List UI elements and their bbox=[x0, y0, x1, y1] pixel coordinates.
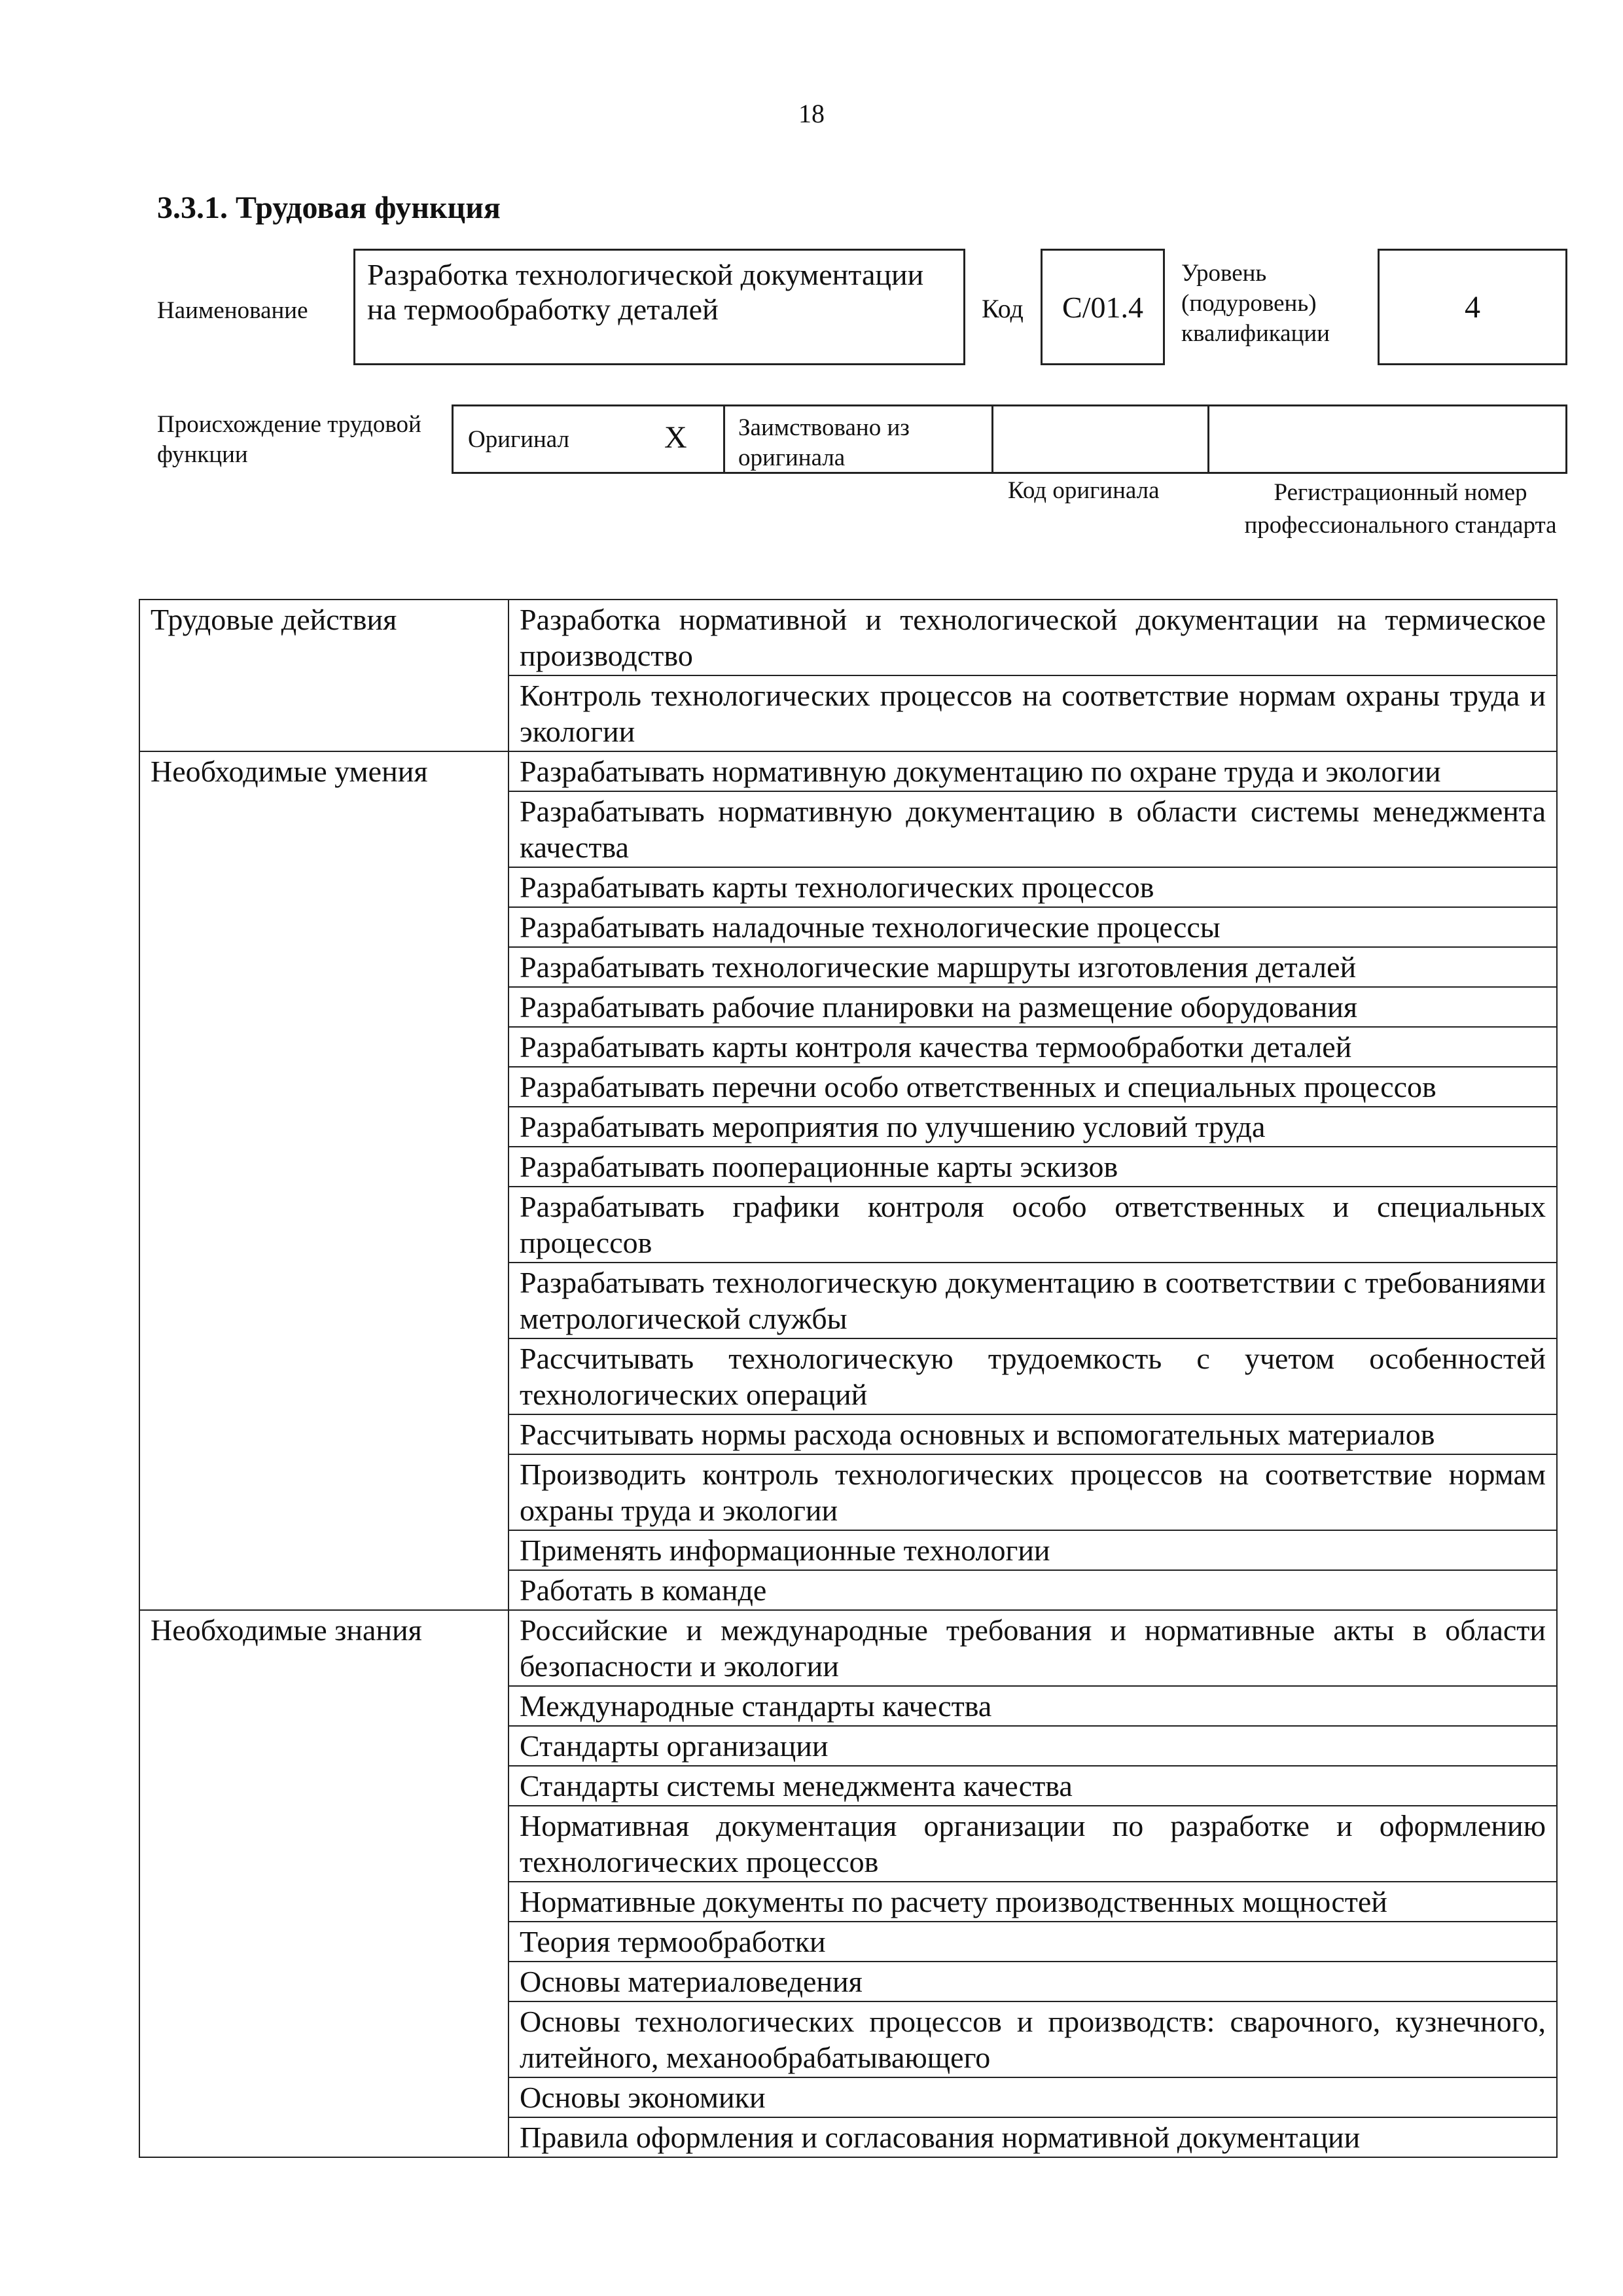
required-skills-item: Разрабатывать нормативную документацию в области системы менеджмента качества bbox=[508, 791, 1557, 867]
required-skills-item: Применять информационные технологии bbox=[508, 1530, 1557, 1570]
labor-actions-item: Разработка нормативной и технологической документации на термическое производство bbox=[508, 600, 1557, 675]
page-number: 18 bbox=[798, 99, 825, 128]
name-label: Наименование bbox=[157, 297, 308, 324]
table-row bbox=[139, 751, 1557, 791]
required-skills-item: Разрабатывать графики контроля особо ответственных и специальных процессов bbox=[508, 1187, 1557, 1263]
original-cell bbox=[454, 406, 725, 472]
labor-actions-label: Трудовые действия bbox=[139, 600, 508, 751]
code-label: Код bbox=[982, 294, 1024, 323]
required-knowledge-item: Основы технологических процессов и производств: сварочного, кузнечного, литейного, механообрабатывающего bbox=[508, 2001, 1557, 2077]
required-skills-item: Разрабатывать пооперационные карты эскизов bbox=[508, 1147, 1557, 1187]
required-skills-item: Разрабатывать мероприятия по улучшению условий труда bbox=[508, 1107, 1557, 1147]
section-title: 3.3.1. Трудовая функция bbox=[157, 190, 501, 225]
labor-actions-item: Контроль технологических процессов на соответствие нормам охраны труда и экологии bbox=[508, 675, 1557, 751]
required-knowledge-item: Российские и международные требования и нормативные акты в области безопасности и экологии bbox=[508, 1610, 1557, 1686]
function-name-box bbox=[353, 249, 965, 365]
original-label: Оригинал bbox=[468, 425, 570, 453]
origin-row bbox=[452, 404, 1567, 474]
table-row bbox=[139, 600, 1557, 675]
required-knowledge-item: Правила оформления и согласования нормативной документации bbox=[508, 2117, 1557, 2157]
required-knowledge-item: Основы экономики bbox=[508, 2077, 1557, 2117]
reg-number-cell bbox=[1209, 406, 1565, 472]
required-skills-item: Рассчитывать нормы расхода основных и вспомогательных материалов bbox=[508, 1414, 1557, 1454]
level-value: 4 bbox=[1465, 289, 1480, 325]
required-skills-item: Разрабатывать технологическую документацию в соответствии с требованиями метрологической службы bbox=[508, 1263, 1557, 1338]
required-skills-item: Разрабатывать технологические маршруты изготовления деталей bbox=[508, 947, 1557, 987]
table-row bbox=[139, 1610, 1557, 1686]
required-knowledge-item: Нормативная документация организации по разработке и оформлению технологических процессов bbox=[508, 1806, 1557, 1882]
required-skills-item: Разрабатывать нормативную документацию по охране труда и экологии bbox=[508, 751, 1557, 791]
required-skills-item: Рассчитывать технологическую трудоемкость с учетом особенностей технологических операций bbox=[508, 1338, 1557, 1414]
code-box bbox=[1041, 249, 1165, 365]
required-knowledge-item: Основы материаловедения bbox=[508, 1962, 1557, 2001]
required-skills-label: Необходимые умения bbox=[139, 751, 508, 1610]
required-skills-item: Производить контроль технологических процессов на соответствие нормам охраны труда и экологии bbox=[508, 1454, 1557, 1530]
required-knowledge-label: Необходимые знания bbox=[139, 1610, 508, 2157]
code-value: C/01.4 bbox=[1062, 290, 1143, 324]
required-knowledge-item: Международные стандарты качества bbox=[508, 1686, 1557, 1726]
borrowed-cell bbox=[725, 406, 993, 472]
required-skills-item: Разрабатывать наладочные технологические процессы bbox=[508, 907, 1557, 947]
function-table bbox=[139, 599, 1558, 2158]
required-knowledge-item: Стандарты организации bbox=[508, 1726, 1557, 1766]
borrowed-label: Заимствовано из оригинала bbox=[738, 414, 910, 471]
required-skills-item: Разрабатывать карты контроля качества термообработки деталей bbox=[508, 1027, 1557, 1067]
function-name-value: Разработка технологической документации на термообработку деталей bbox=[367, 258, 924, 326]
level-box bbox=[1378, 249, 1567, 365]
required-skills-item: Разрабатывать рабочие планировки на размещение оборудования bbox=[508, 987, 1557, 1027]
required-skills-item: Работать в команде bbox=[508, 1570, 1557, 1610]
code-original-caption: Код оригинала bbox=[1008, 477, 1160, 504]
origin-label: Происхождение трудовой функции bbox=[157, 411, 421, 468]
code-original-cell bbox=[993, 406, 1209, 472]
required-knowledge-item: Стандарты системы менеджмента качества bbox=[508, 1766, 1557, 1806]
required-knowledge-item: Теория термообработки bbox=[508, 1922, 1557, 1962]
required-skills-item: Разрабатывать перечни особо ответственных и специальных процессов bbox=[508, 1067, 1557, 1107]
original-mark: X bbox=[664, 420, 687, 455]
level-label: Уровень (подуровень) квалификации bbox=[1181, 260, 1330, 347]
required-knowledge-item: Нормативные документы по расчету производственных мощностей bbox=[508, 1882, 1557, 1922]
required-skills-item: Разрабатывать карты технологических процессов bbox=[508, 867, 1557, 907]
reg-number-caption: Регистрационный номер профессионального стандарта bbox=[1244, 479, 1557, 539]
